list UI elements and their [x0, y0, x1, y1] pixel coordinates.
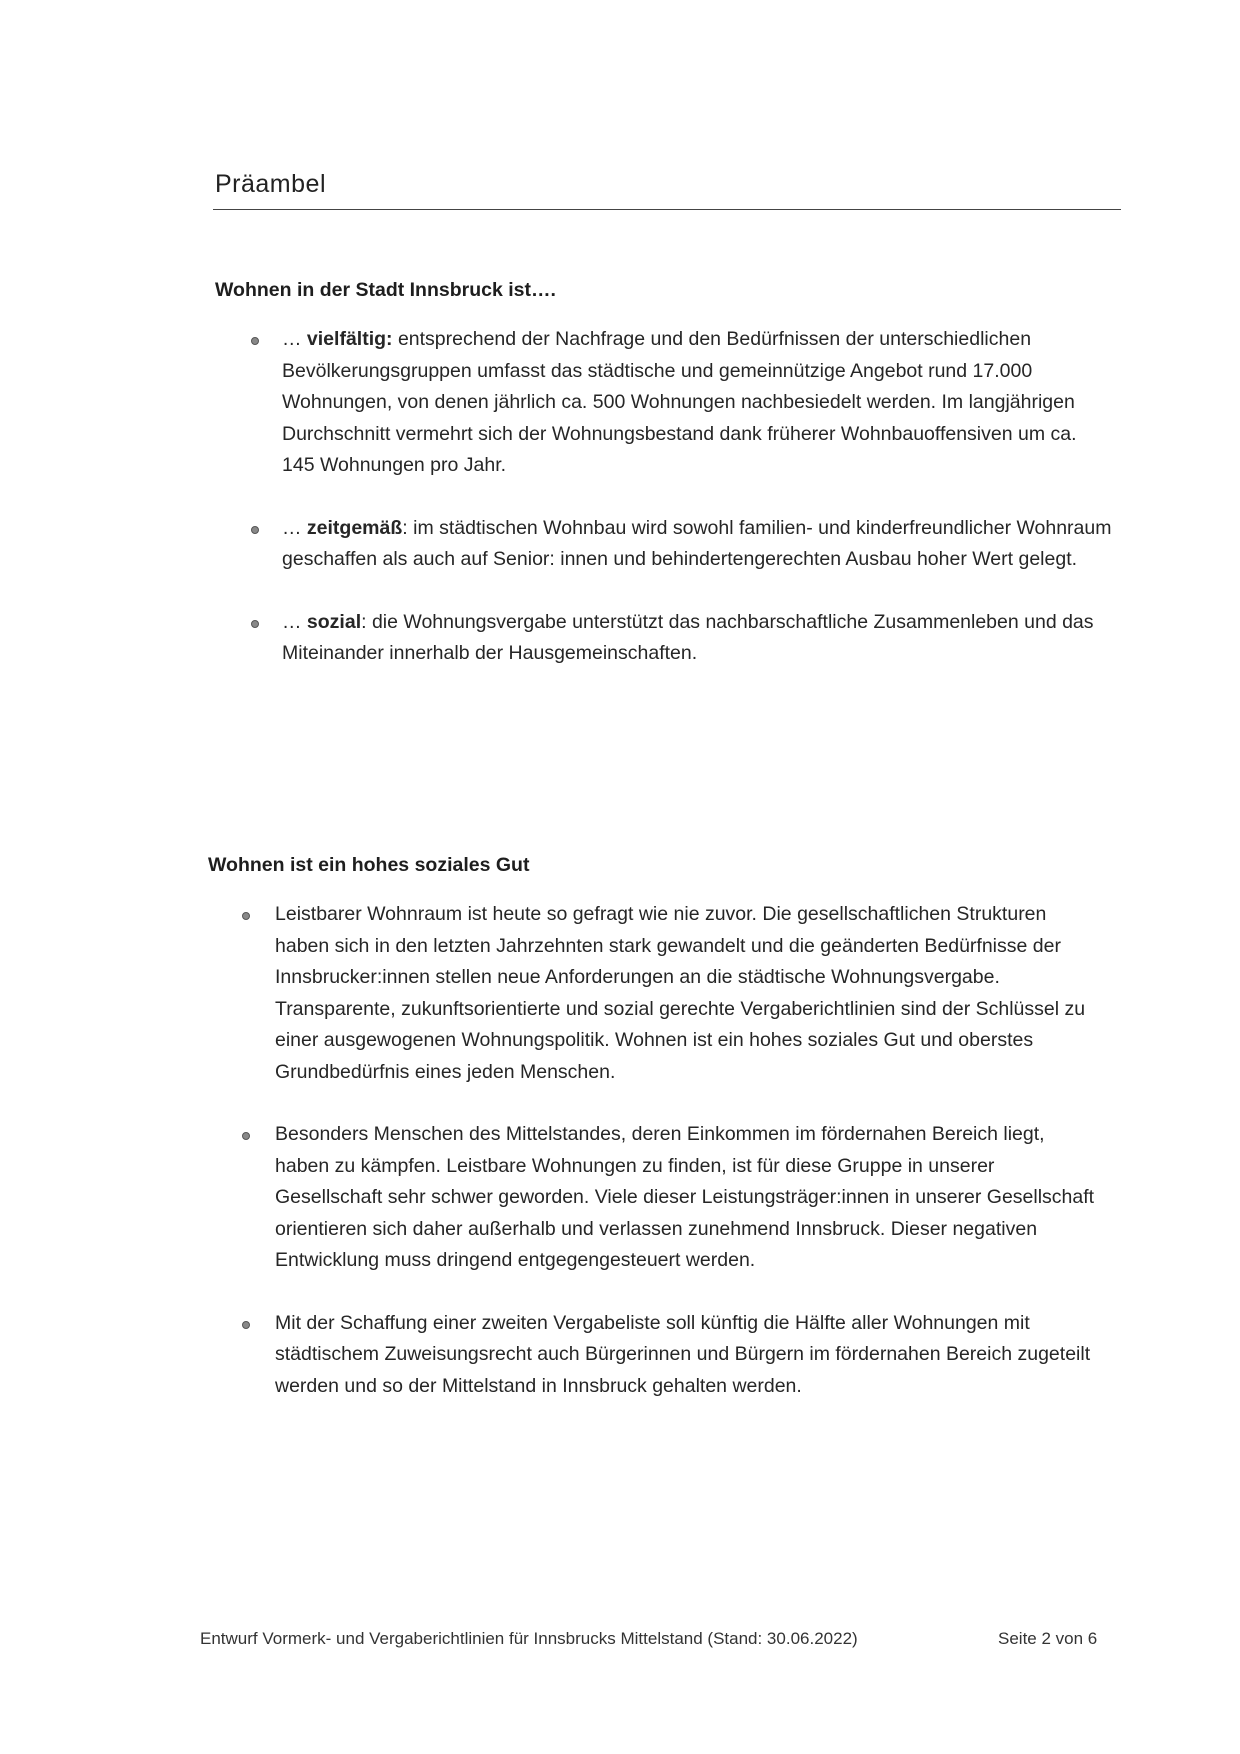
list-item [282, 324, 1112, 482]
list-item [282, 607, 1112, 670]
list-item [275, 899, 1100, 1088]
list-item [275, 1308, 1100, 1403]
item-text: Besonders Menschen des Mittelstandes, deren Einkommen im fördernahen Bereich liegt, haben zu kämpfen. Leistbare Wohnungen zu finden, ist für diese Gruppe in unserer Gesellschaft sehr schwer geworden. Viele dieser Leistungsträger:innen in unserer Gesellschaft orientieren sich daher außerhalb und verlassen zunehmend Innsbruck. Dieser negativen Entwicklung muss dringend entgegengesteuert werden. [275, 1123, 1095, 1271]
item-term: sozial [306, 610, 362, 633]
item-term: vielfältig: [306, 328, 393, 350]
item-text: Mit der Schaffung einer zweiten Vergabeliste soll künftig die Hälfte aller Wohnungen mit städtischem Zuweisungsrecht auch Bürgerinnen und Bürgern im fördernahen Bereich zugeteilt werden und so der Mittelstand in Innsbruck gehalten werden. [275, 1311, 1091, 1397]
item-text: Leistbarer Wohnraum ist heute so gefragt wie nie zuvor. Die gesellschaftlichen Strukturen haben sich in den letzten Jahrzehnten stark gewandelt und die geänderten Bedürfnisse der Innsbrucker:innen stellen neue Anforderungen an die städtische Wohnungsvergabe. Transparente, zukunftsorientierte und sozial gerechte Vergaberichtlinien sind der Schlüssel zu einer ausgewogenen Wohnungspolitik. Wohnen ist ein hohes soziales Gut und oberstes Grundbedürfnis eines jeden Menschen. [275, 903, 1086, 1083]
item-term: zeitgemäß [306, 516, 403, 539]
title-divider [213, 209, 1121, 210]
item-text: : im städtischen Wohnbau wird sowohl familien- und kinderfreundlicher Wohnraum geschaffen als auch auf Senior: innen und behindertengerechten Ausbau hoher Wert gelegt. [282, 516, 1112, 570]
bullet-icon [251, 337, 259, 345]
section2-list [275, 899, 1100, 1402]
list-item [275, 1119, 1100, 1277]
section-heading-soziales-gut: Wohnen ist ein hohes soziales Gut [208, 854, 530, 876]
footer-document-title: Entwurf Vormerk- und Vergaberichtlinien für Innsbrucks Mittelstand (Stand: 30.06.2022) [200, 1629, 858, 1648]
footer-page-number: Seite 2 von 6 [998, 1629, 1098, 1648]
bullet-icon [242, 912, 250, 920]
list-item [282, 513, 1112, 576]
item-prefix: … [282, 610, 307, 633]
page-title: Präambel [215, 170, 326, 198]
item-text: entsprechend der Nachfrage und den Bedürfnissen der unterschiedlichen Bevölkerungsgruppen umfasst das städtische und gemeinnützige Angebot rund 17.000 Wohnungen, von denen jährlich ca. 500 Wohnungen nachbesiedelt werden. Im langjährigen Durchschnitt vermehrt sich der Wohnungsbestand dank früherer Wohnbauoffensiven um ca. 145 Wohnungen pro Jahr. [282, 328, 1077, 476]
bullet-icon [242, 1321, 250, 1329]
item-prefix: … [282, 328, 307, 350]
bullet-icon [251, 620, 259, 628]
item-text: : die Wohnungsvergabe unterstützt das nachbarschaftliche Zusammenleben und das Miteinander innerhalb der Hausgemeinschaften. [282, 610, 1094, 664]
section1-list [282, 324, 1112, 670]
section-heading-wohnen-in-innsbruck: Wohnen in der Stadt Innsbruck ist…. [215, 279, 556, 301]
bullet-icon [251, 526, 259, 534]
item-prefix: … [282, 516, 307, 539]
bullet-icon [242, 1132, 250, 1140]
